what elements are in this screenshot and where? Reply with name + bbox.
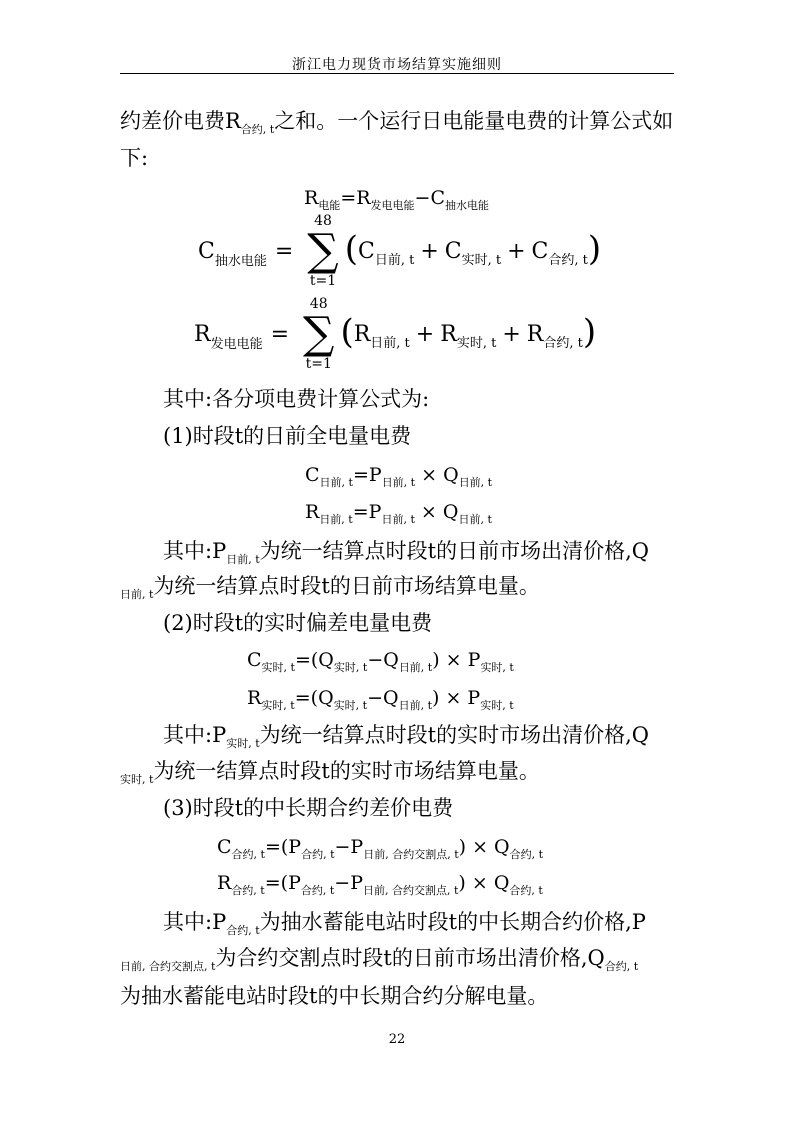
formula-c-real-time: $C_{实时, t}=(Q_{实时, t}-Q_{日前, t}) \times P_{实时, t}$ <box>247 649 514 674</box>
formula-r-contract: $R_{合约, t}=(P_{合约, t}-P_{日前, 合约交割点, t}) \times Q_{合约, t}$ <box>217 872 543 897</box>
intro-line-2: 下: <box>120 146 149 170</box>
formula-r-day-ahead: $R_{日前, t}=P_{日前, t} \times Q_{日前, t}$ <box>305 501 492 526</box>
section-1-note-line-2: $_{日前, t}$为统一结算点时段t的日前市场结算电量。 <box>120 574 540 601</box>
section-3-note-line-3: 为抽水蓄能电站时段t的中长期合约分解电量。 <box>120 984 549 1008</box>
intro-line-1 <box>120 108 674 138</box>
page-header: 浙江电力现货市场结算实施细则 <box>292 57 502 73</box>
summation-symbol: 48 ∑ t=1 <box>307 213 339 289</box>
summation-symbol: 48 ∑ t=1 <box>303 296 335 372</box>
formula-r-real-time: $R_{实时, t}=(Q_{实时, t}-Q_{日前, t}) \times P_{实时, t}$ <box>247 687 514 712</box>
section-1-heading: (1)时段t的日前全电量电费 <box>163 424 412 448</box>
section-2-note-line-1: 其中$:P_{实时, t}$为统一结算点时段t的实时市场出清价格,Q <box>163 723 649 750</box>
formula-total-energy: $R_{电能}=R_{发电电能}-C_{抽水电能}$ <box>304 187 490 212</box>
header-divider <box>120 73 674 74</box>
items-intro: 其中:各分项电费计算公式为: <box>163 387 430 411</box>
section-1-note-line-1: 其中$:P_{日前, t}$为统一结算点时段t的日前市场出清价格,Q <box>163 539 649 566</box>
section-2-heading: (2)时段t的实时偏差电量电费 <box>163 611 433 635</box>
page-number: 22 <box>388 1032 406 1047</box>
formula-c-day-ahead: $C_{日前, t}=P_{日前, t} \times Q_{日前, t}$ <box>305 464 493 489</box>
section-3-note-line-1: 其中$:P_{合约, t}$为抽水蓄能电站时段t的中长期合约价格,P <box>163 910 646 937</box>
section-3-heading: (3)时段t的中长期合约差价电费 <box>163 796 454 820</box>
formula-c-contract: $C_{合约, t}=(P_{合约, t}-P_{日前, 合约交割点, t}) \times Q_{合约, t}$ <box>217 836 544 861</box>
section-3-note-line-2: $_{日前, 合约交割点, t}$为合约交割点时段t的日前市场出清价格$,Q_{合约, t}$ <box>120 946 639 973</box>
formula-r-generation-energy: $R_{发电电能}$ = 48 ∑ t=1 ( R 日前, t + R 实时, t + R 合约, t ) <box>194 296 597 372</box>
section-2-note-line-2: $_{实时, t}$为统一结算点时段t的实时市场结算电量。 <box>120 759 540 786</box>
formula-c-pumping-energy: $C_{抽水电能}$ = 48 ∑ t=1 ( C 日前, t + C 实时, t + C 合约, t ) <box>198 213 602 289</box>
intro-text: 约差价电费$R_{合约, t}$之和。一个运行日电能量电费的计算公式如 <box>120 109 674 136</box>
